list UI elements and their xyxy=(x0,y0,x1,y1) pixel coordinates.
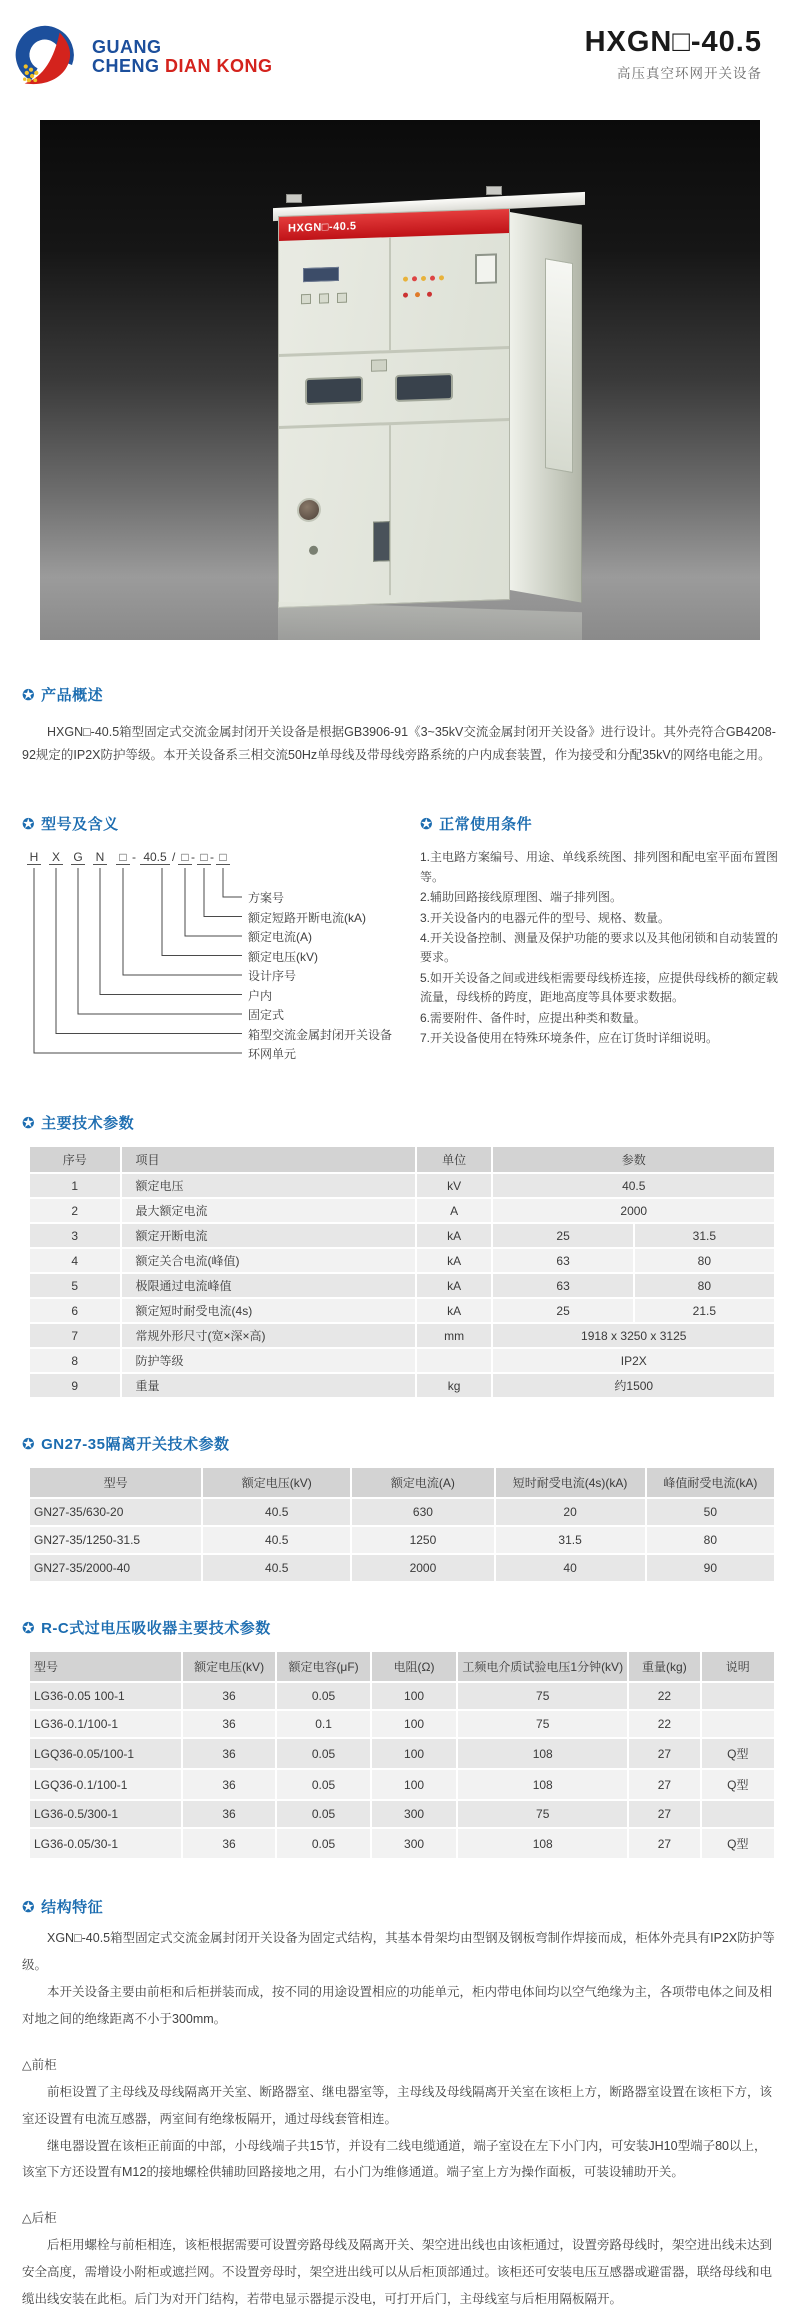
model-code-part: □ xyxy=(197,850,211,865)
cell: LG36-0.05 100-1 xyxy=(30,1683,181,1709)
table-row xyxy=(30,1349,774,1372)
table-row xyxy=(30,1199,774,1222)
col-header: 序号 xyxy=(30,1147,120,1172)
cell: 36 xyxy=(183,1739,276,1768)
cell: LG36-0.5/300-1 xyxy=(30,1801,181,1827)
model-code-part: G xyxy=(71,850,85,865)
cell: 4 xyxy=(30,1249,120,1272)
cell: 重量 xyxy=(122,1374,415,1397)
cabinet-side-panel xyxy=(545,258,573,473)
cell: 0.05 xyxy=(277,1770,370,1799)
cell: kA xyxy=(417,1274,492,1297)
rear-cabinet-label: △后柜 xyxy=(22,2211,57,2226)
cabinet-lower-doors xyxy=(279,421,509,599)
table-row xyxy=(30,1555,774,1581)
cabinet-door-split xyxy=(389,237,391,350)
table-header-row xyxy=(30,1147,774,1172)
cell: 40 xyxy=(496,1555,645,1581)
cell: 75 xyxy=(458,1683,627,1709)
cabinet-reflection xyxy=(278,602,582,640)
cell: 63 xyxy=(493,1274,632,1297)
table-row xyxy=(30,1770,774,1799)
overview-title-text: 产品概述 xyxy=(41,687,104,704)
col-header: 重量(kg) xyxy=(629,1652,699,1681)
cell: Q型 xyxy=(702,1829,774,1858)
cell xyxy=(702,1711,774,1737)
section-title-structure xyxy=(22,1896,778,1917)
cell: kA xyxy=(417,1224,492,1247)
product-model-title: HXGN□-40.5 xyxy=(584,26,762,58)
logo-line1: GUANG xyxy=(92,37,162,58)
cell: 7 xyxy=(30,1324,120,1347)
cell: 80 xyxy=(635,1249,774,1272)
condition-item: 6.需要附件、备件时，应提出种类和数量。 xyxy=(420,1010,647,1025)
col-header: 峰值耐受电流(kA) xyxy=(647,1468,774,1497)
col-header: 型号 xyxy=(30,1652,181,1681)
table-row xyxy=(30,1499,774,1525)
condition-item: 4.开关设备控制、测量及保护功能的要求以及其他闭锁和自动装置的要求。 xyxy=(420,931,779,965)
cell: GN27-35/2000-40 xyxy=(30,1555,201,1581)
cell xyxy=(417,1349,492,1372)
cabinet-indicator-led xyxy=(439,275,444,280)
condition-item: 2.辅助回路接线原理图、端子排列图。 xyxy=(420,890,623,905)
table-row xyxy=(30,1299,774,1322)
cell: 36 xyxy=(183,1770,276,1799)
section-title-conditions xyxy=(420,813,778,834)
cell: 630 xyxy=(352,1499,493,1525)
cell: 约1500 xyxy=(493,1374,774,1397)
model-code-part: □ xyxy=(216,850,230,865)
cabinet-badge-label: HXGN□-40.5 xyxy=(288,220,357,235)
section-bullet-icon: ✪ xyxy=(22,1897,36,1916)
model-code-part: - xyxy=(191,850,195,865)
cabinet-indicator-led xyxy=(421,276,426,281)
cell: 20 xyxy=(496,1499,645,1525)
cell: 40.5 xyxy=(493,1174,774,1197)
cell: 1918 x 3250 x 3125 xyxy=(493,1324,774,1347)
cell: 额定关合电流(峰值) xyxy=(122,1249,415,1272)
cell: LG36-0.05/30-1 xyxy=(30,1829,181,1858)
product-photo xyxy=(40,120,760,640)
model-label: 额定电压(kV) xyxy=(248,949,318,964)
table-row xyxy=(30,1801,774,1827)
model-label: 箱型交流金属封闭开关设备 xyxy=(248,1027,393,1042)
cell: 100 xyxy=(372,1739,456,1768)
section-title-main-params xyxy=(22,1112,778,1133)
cell: kg xyxy=(417,1374,492,1397)
section-bullet-icon: ✪ xyxy=(22,814,36,833)
cabinet-door-split xyxy=(389,425,391,595)
table-row xyxy=(30,1683,774,1709)
cell: 75 xyxy=(458,1711,627,1737)
logo-line2-blue: CHENG xyxy=(92,56,160,76)
cell: 22 xyxy=(629,1711,699,1737)
cell: 2 xyxy=(30,1199,120,1222)
cabinet-window xyxy=(395,373,453,402)
cell: 21.5 xyxy=(635,1299,774,1322)
cell: 0.05 xyxy=(277,1801,370,1827)
cell: 22 xyxy=(629,1683,699,1709)
cell: LGQ36-0.05/100-1 xyxy=(30,1739,181,1768)
cabinet-lifting-lug xyxy=(286,194,302,203)
section-bullet-icon: ✪ xyxy=(22,685,36,704)
model-code-part: H xyxy=(27,850,41,865)
rc-params-title-text: R-C式过电压吸收器主要技术参数 xyxy=(41,1620,271,1638)
cabinet-indicator-led xyxy=(412,276,417,281)
cell: Q型 xyxy=(702,1770,774,1799)
cell: kA xyxy=(417,1249,492,1272)
conditions-column xyxy=(420,813,778,1078)
cell: 0.05 xyxy=(277,1829,370,1858)
table-row xyxy=(30,1174,774,1197)
cell xyxy=(702,1801,774,1827)
cell: 0.05 xyxy=(277,1683,370,1709)
model-code-part: N xyxy=(93,850,107,865)
section-bullet-icon: ✪ xyxy=(22,1113,36,1132)
section-title-model xyxy=(22,813,420,834)
cell: 80 xyxy=(647,1527,774,1553)
section-bullet-icon: ✪ xyxy=(22,1434,36,1453)
cell: 常规外形尺寸(宽×深×高) xyxy=(122,1324,415,1347)
cell: Q型 xyxy=(702,1739,774,1768)
model-code-diagram xyxy=(22,850,420,1078)
cell: 100 xyxy=(372,1683,456,1709)
table-row xyxy=(30,1224,774,1247)
cabinet-middle-section xyxy=(279,349,509,429)
condition-item: 3.开关设备内的电器元件的型号、规格、数量。 xyxy=(420,910,671,925)
table-row xyxy=(30,1527,774,1553)
structure-paragraph: 后柜用螺栓与前柜相连，该柜根据需要可设置旁路母线及隔离开关、架空进出线也由该柜通过，设置旁路母线时，架空进出线未达到安全高度，需增设小附柜或遮拦网。不设置旁母时，架空进出线可以从后柜顶部通过。该柜还可安装电压互感器或避雷器，联络母线和电缆出线安装在此柜。后门为对开门结构，若带电显示器提示没电，可打开后门，主母线室与后柜用隔板隔开。 xyxy=(22,2238,773,2306)
col-header: 单位 xyxy=(417,1147,492,1172)
model-label: 额定短路开断电流(kA) xyxy=(248,910,366,925)
cabinet-gauge xyxy=(297,498,321,523)
gn-params-title-text: GN27-35隔离开关技术参数 xyxy=(41,1436,230,1454)
structure-title-text: 结构特征 xyxy=(41,1899,104,1917)
col-header: 电阻(Ω) xyxy=(372,1652,456,1681)
table-row xyxy=(30,1274,774,1297)
cell: 100 xyxy=(372,1770,456,1799)
section-title-overview xyxy=(22,684,778,705)
cell xyxy=(702,1683,774,1709)
cell: 额定电压 xyxy=(122,1174,415,1197)
section-bullet-icon: ✪ xyxy=(420,814,434,833)
cell: 36 xyxy=(183,1683,276,1709)
cell: 40.5 xyxy=(203,1555,350,1581)
overview-body: HXGN□-40.5箱型固定式交流金属封闭开关设备是根据GB3906-91《3~35kV交流金属封闭开关设备》进行设计。其外壳符合GB4208-92规定的IP2X防护等级。本开关设备系三相交流50Hz单母线及带母线旁路系统的户内成套装置，作为接受和分配35kV的网络电能之用。 xyxy=(22,725,776,763)
col-header: 项目 xyxy=(122,1147,415,1172)
front-cabinet-label: △前柜 xyxy=(22,2057,57,2072)
cell: 最大额定电流 xyxy=(122,1199,415,1222)
cell: 31.5 xyxy=(496,1527,645,1553)
cell: LGQ36-0.1/100-1 xyxy=(30,1770,181,1799)
logo-text xyxy=(92,38,273,76)
page-header xyxy=(0,0,800,118)
main-params-table xyxy=(28,1145,776,1399)
cabinet-lifting-lug xyxy=(486,186,502,195)
cell: 9 xyxy=(30,1374,120,1397)
cell: 25 xyxy=(493,1299,632,1322)
cell: LG36-0.1/100-1 xyxy=(30,1711,181,1737)
structure-paragraph: 前柜设置了主母线及母线隔离开关室、断路器室、继电器室等，主母线及母线隔离开关室在该柜上方，断路器室设置在该柜下方，该室还设置有电流互感器，两室间有绝缘板隔开，通过母线套管相连。 xyxy=(22,2084,773,2126)
col-header: 额定电压(kV) xyxy=(183,1652,276,1681)
col-header: 短时耐受电流(4s)(kA) xyxy=(496,1468,645,1497)
cell: 40.5 xyxy=(203,1499,350,1525)
cell: 36 xyxy=(183,1801,276,1827)
cell: kV xyxy=(417,1174,492,1197)
structure-paragraph: 继电器设置在该柜正前面的中部，小母线端子共15节，并设有二线电缆通道，端子室设在左下小门内，可安装JH10型端子80以上，该室下方还设置有M12的接地螺栓供辅助回路接地之用，右小门为维修通道。端子室上方为操作面板，可装设辅助开关。 xyxy=(22,2138,767,2180)
model-code-part: □ xyxy=(116,850,130,865)
cell: 1250 xyxy=(352,1527,493,1553)
structure-paragraph: XGN□-40.5箱型固定式交流金属封闭开关设备为固定式结构，其基本骨架均由型钢及钢板弯制作焊接而成，柜体外壳具有IP2X防护等级。 xyxy=(22,1931,775,1973)
cell: 300 xyxy=(372,1829,456,1858)
cell: 极限通过电流峰值 xyxy=(122,1274,415,1297)
cell: 8 xyxy=(30,1349,120,1372)
model-code-part: - xyxy=(132,850,136,865)
cell: 27 xyxy=(629,1829,699,1858)
condition-item: 1.主电路方案编号、用途、单线系统图、排列图和配电室平面布置图等。 xyxy=(420,850,779,884)
logo-line2-red: DIAN KONG xyxy=(165,56,273,76)
cell: mm xyxy=(417,1324,492,1347)
col-header: 额定电容(μF) xyxy=(277,1652,370,1681)
cell: 100 xyxy=(372,1711,456,1737)
cell: 5 xyxy=(30,1274,120,1297)
table-row xyxy=(30,1711,774,1737)
col-header: 型号 xyxy=(30,1468,201,1497)
conditions-list xyxy=(420,848,778,1048)
cell: 额定短时耐受电流(4s) xyxy=(122,1299,415,1322)
cabinet-button xyxy=(319,293,329,303)
cabinet-front xyxy=(278,208,510,608)
cell: 31.5 xyxy=(635,1224,774,1247)
table-row xyxy=(30,1374,774,1397)
cell: GN27-35/1250-31.5 xyxy=(30,1527,201,1553)
cell: 2000 xyxy=(493,1199,774,1222)
cell: kA xyxy=(417,1299,492,1322)
model-code-part: 40.5 xyxy=(140,850,170,865)
cell: 108 xyxy=(458,1739,627,1768)
cell: 0.1 xyxy=(277,1711,370,1737)
model-label: 环网单元 xyxy=(248,1047,297,1062)
cell: 63 xyxy=(493,1249,632,1272)
cell: 2000 xyxy=(352,1555,493,1581)
condition-item: 7.开关设备使用在特殊环境条件，应在订货时详细说明。 xyxy=(420,1031,719,1046)
cell: 27 xyxy=(629,1739,699,1768)
cell: IP2X xyxy=(493,1349,774,1372)
gn-params-table xyxy=(28,1466,776,1583)
section-title-gn-params xyxy=(22,1433,778,1454)
rc-params-table xyxy=(28,1650,776,1860)
model-title-text: 型号及含义 xyxy=(41,816,119,834)
col-header: 参数 xyxy=(493,1147,774,1172)
model-label: 额定电流(A) xyxy=(248,930,312,945)
product-title-block xyxy=(585,26,762,82)
cell: 40.5 xyxy=(203,1527,350,1553)
section-title-rc-params xyxy=(22,1617,778,1638)
model-label: 固定式 xyxy=(248,1008,285,1023)
cell: 108 xyxy=(458,1829,627,1858)
cabinet-upper-doors xyxy=(279,233,509,357)
logo-swoosh-icon xyxy=(12,20,86,94)
model-label: 方案号 xyxy=(248,891,285,906)
cabinet-button xyxy=(337,293,347,303)
condition-item: 5.如开关设备之间或进线柜需要母线桥连接，应提供母线桥的额定载流量，母线桥的跨度，距地高度等具体要求数据。 xyxy=(420,970,779,1005)
cabinet-indicator-led xyxy=(430,276,435,281)
cabinet-indicator-led xyxy=(427,292,432,297)
cabinet-knob xyxy=(309,546,318,555)
cabinet-display xyxy=(303,267,339,282)
cell: 80 xyxy=(635,1274,774,1297)
cell: 防护等级 xyxy=(122,1349,415,1372)
cell: 108 xyxy=(458,1770,627,1799)
cell: 36 xyxy=(183,1829,276,1858)
col-header: 额定电流(A) xyxy=(352,1468,493,1497)
cabinet-button xyxy=(301,294,311,304)
cell: 额定开断电流 xyxy=(122,1224,415,1247)
model-meaning-column xyxy=(22,813,420,1078)
table-row xyxy=(30,1249,774,1272)
cabinet-side xyxy=(510,212,582,603)
cell: 50 xyxy=(647,1499,774,1525)
model-code-part: - xyxy=(210,850,214,865)
cabinet-vent xyxy=(371,359,387,372)
company-logo xyxy=(12,20,273,94)
cabinet-meter xyxy=(475,253,497,284)
model-and-conditions xyxy=(22,813,778,1078)
cell: 27 xyxy=(629,1770,699,1799)
model-code-part: □ xyxy=(178,850,192,865)
table-row xyxy=(30,1739,774,1768)
cell: 0.05 xyxy=(277,1739,370,1768)
col-header: 说明 xyxy=(702,1652,774,1681)
conditions-title-text: 正常使用条件 xyxy=(439,816,533,834)
section-bullet-icon: ✪ xyxy=(22,1618,36,1637)
table-row xyxy=(30,1324,774,1347)
cell: 27 xyxy=(629,1801,699,1827)
product-subtitle: 高压真空环网开关设备 xyxy=(617,66,762,81)
cell: 75 xyxy=(458,1801,627,1827)
cell: 25 xyxy=(493,1224,632,1247)
cabinet-slot-panel xyxy=(373,521,390,562)
table-row xyxy=(30,1829,774,1858)
table-header-row xyxy=(30,1468,774,1497)
cell: A xyxy=(417,1199,492,1222)
cell: 3 xyxy=(30,1224,120,1247)
col-header: 额定电压(kV) xyxy=(203,1468,350,1497)
model-code-part: / xyxy=(172,850,176,865)
cell: GN27-35/630-20 xyxy=(30,1499,201,1525)
main-params-title-text: 主要技术参数 xyxy=(41,1115,135,1133)
cell: 90 xyxy=(647,1555,774,1581)
table-header-row xyxy=(30,1652,774,1681)
cabinet-indicator-led xyxy=(403,293,408,298)
model-code-part: X xyxy=(49,850,63,865)
cabinet-indicator-led xyxy=(403,277,408,282)
cabinet-indicator-led xyxy=(415,292,420,297)
model-label: 设计序号 xyxy=(248,969,297,984)
cell: 6 xyxy=(30,1299,120,1322)
cabinet-window xyxy=(305,376,363,405)
model-label: 户内 xyxy=(248,988,273,1003)
structure-paragraph: 本开关设备主要由前柜和后柜拼装而成，按不同的用途设置相应的功能单元，柜内带电体间均以空气绝缘为主，各项带电体之间及相对地之间的绝缘距离不小于300mm。 xyxy=(22,1985,773,2026)
col-header: 工频电介质试验电压1分钟(kV) xyxy=(458,1652,627,1681)
cell: 36 xyxy=(183,1711,276,1737)
cell: 1 xyxy=(30,1174,120,1197)
cell: 300 xyxy=(372,1801,456,1827)
